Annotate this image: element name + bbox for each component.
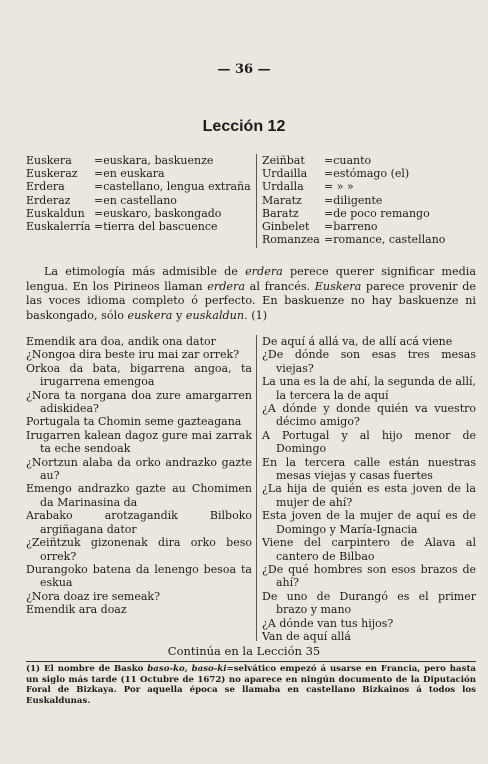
dialogue-line: Emengo andrazko gazte au Chomimen da Marinasina da — [26, 482, 252, 509]
vocab-definition: =tierra del bascuence — [94, 220, 218, 234]
dialogue-line: Durangoko batena da lenengo besoa ta eskua — [26, 562, 252, 590]
lesson-title: Lección 12 — [202, 118, 286, 135]
vocabulary-right — [262, 154, 478, 246]
vocab-term: Ginbelet — [262, 220, 310, 234]
vocab-term: Erderaz — [26, 193, 71, 207]
vocab-term: Maratz — [262, 193, 302, 207]
dialogue-line: De uno de Durangó es el primer brazo y mano — [262, 589, 476, 617]
vocab-definition: =euskaro, baskongado — [94, 206, 222, 220]
dialogue-line: Emendik ara doa, andik ona dator — [26, 335, 216, 348]
vocab-definition: =euskara, baskuenze — [94, 154, 214, 167]
dialogue-line: Viene del carpintero de Alava al cantero de Bilbao — [262, 536, 476, 563]
paragraph-term: euskaldun — [185, 308, 245, 322]
page-number: — 36 — — [217, 62, 271, 77]
dialogue-line: ¿De dónde son esas tres mesas viejas? — [262, 348, 476, 375]
dialogue-line: ¿A dónde van tus hijos? — [262, 616, 394, 630]
footnote-text: (1) El nombre de Basko — [26, 664, 148, 674]
vocab-row — [262, 207, 478, 220]
vocab-term: Zeiñbat — [262, 154, 305, 167]
vocab-row — [26, 220, 252, 233]
footnote-rule — [26, 661, 476, 662]
vocab-row — [26, 194, 252, 207]
footnote-text: =selvático empezó á usarse en Francia, pero hasta un siglo más tarde (11 Octubre de 1672) no aparece en ningún documento de la Diputación Foral de Bizkaya. Por aquella época se llamaba en castellano Bizkainos á todos los Euskaldunas. — [26, 664, 476, 706]
paragraph-text: al francés. — [245, 279, 315, 293]
vocab-term: Urdalla — [262, 180, 304, 194]
dialogue-line: ¿Nongoa dira beste iru mai zar orrek? — [26, 348, 240, 362]
dialogue-line: ¿Nortzun alaba da orko andrazko gazte au? — [26, 455, 252, 483]
vocab-definition: =diligente — [324, 193, 383, 207]
vocab-row — [262, 167, 478, 180]
paragraph-text: y — [172, 308, 186, 322]
vocab-definition: =en euskara — [94, 167, 165, 181]
vocab-row — [26, 167, 252, 180]
vocab-definition: =de poco remango — [324, 206, 430, 220]
dialogue-line: Emendik ara doaz — [26, 603, 127, 617]
vocab-term: Urdailla — [262, 167, 308, 181]
vocab-row — [262, 180, 478, 193]
vocab-definition: =estómago (el) — [324, 167, 410, 181]
paragraph-text: La etimología más admisible de — [44, 265, 246, 278]
vocab-definition: =en castellano — [94, 193, 177, 207]
dialogue-line: ¿Nora doaz ire semeak? — [26, 589, 160, 603]
paragraph-text: perece querer significar media lengua. En los Pirineos llaman — [26, 265, 476, 293]
vocab-row — [262, 233, 478, 246]
vocab-definition: =romance, castellano — [324, 233, 446, 247]
dialogue-line: En la tercera calle están nuestras mesas viejas y casas fuertes — [262, 455, 476, 483]
vocab-row — [262, 154, 478, 167]
footnote-term: baso-ko, baso-ki — [147, 664, 227, 674]
vocab-term: Euskera — [26, 154, 72, 167]
dialogue-line: ¿Nora ta norgana doa zure amargarren adiskidea? — [26, 388, 252, 416]
vocab-term: Euskeraz — [26, 167, 78, 181]
footnote — [26, 664, 476, 706]
paragraph-term: Euskera — [314, 279, 362, 293]
vocab-column-divider — [256, 154, 257, 248]
paragraph-text: . (1) — [244, 308, 268, 322]
vocab-term: Baratz — [262, 206, 299, 220]
dialogue-line: Irugarren kalean dagoz gure mai zarrak ta eche sendoak — [26, 428, 252, 456]
vocab-term: Euskalerría — [26, 220, 91, 234]
dialogue-column-divider — [256, 335, 257, 641]
dialogue-line: A Portugal y al hijo menor de Domingo — [262, 428, 476, 456]
vocab-row — [262, 220, 478, 233]
paragraph-term: erdera — [207, 279, 246, 293]
etymology-paragraph — [26, 265, 476, 323]
dialogue-line: ¿De qué hombres son esos brazos de ahí? — [262, 562, 476, 590]
vocab-definition: =barreno — [324, 220, 378, 234]
dialogue-line: ¿A dónde y donde quién va vuestro décimo amigo? — [262, 402, 476, 429]
vocab-definition: =castellano, lengua extraña — [94, 180, 251, 194]
dialogue-line: ¿Zeiñtzuk gizonenak dira orko beso orrek? — [26, 536, 252, 563]
vocab-definition: = » » — [324, 180, 354, 194]
dialogue-line: Portugala ta Chomin seme gazteagana — [26, 415, 242, 429]
dialogue-line: De aquí á allá va, de allí acá viene — [262, 335, 453, 348]
dialogue-line: ¿La hija de quién es esta joven de la mujer de ahí? — [262, 482, 476, 509]
continuation-note: Continúa en la Lección 35 — [167, 644, 321, 658]
dialogue-line: La una es la de ahí, la segunda de allí, la tercera la de aquí — [262, 375, 476, 402]
dialogue-line: Esta joven de la mujer de aquí es de Domingo y María-Ignacia — [262, 509, 476, 536]
vocab-term: Euskaldun — [26, 206, 85, 220]
dialogue-line: Orkoa da bata, bigarrena angoa, ta irugarrena emengoa — [26, 361, 252, 389]
dialogue-basque — [26, 335, 252, 617]
vocab-term: Romanzea — [262, 233, 320, 247]
vocab-row — [26, 180, 252, 193]
vocab-row — [26, 207, 252, 220]
dialogue-spanish — [262, 335, 476, 643]
vocab-row — [262, 194, 478, 207]
vocab-definition: =cuanto — [324, 154, 372, 167]
dialogue-line: Arabako arotzagandik Bilboko argiñagana dator — [26, 509, 252, 536]
paragraph-term: erdera — [245, 265, 283, 278]
dialogue-line: Van de aquí allá — [262, 629, 351, 643]
paragraph-text: parece provenir de las voces idioma completo ó perfecto. En baskuenze no hay baskuenze ni baskongado, sólo — [26, 279, 476, 322]
paragraph-term: euskera — [127, 308, 173, 322]
vocab-term: Erdera — [26, 180, 65, 194]
vocabulary-left — [26, 154, 252, 233]
vocab-row — [26, 154, 252, 167]
